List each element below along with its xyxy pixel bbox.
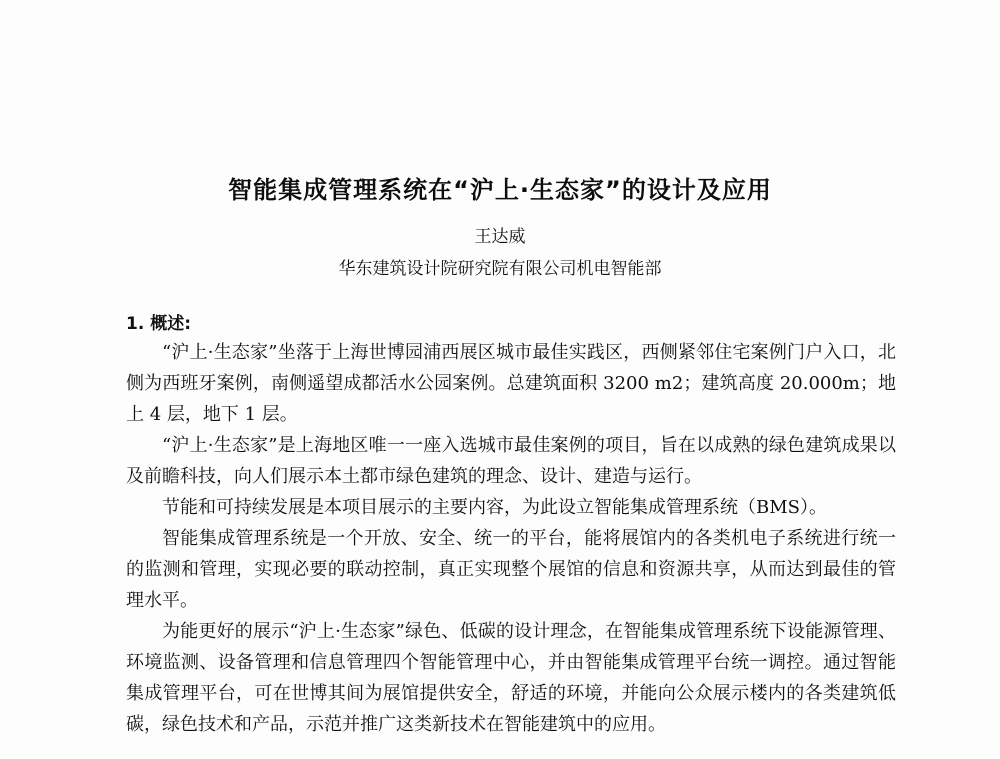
- paragraph-location: “沪上·生态家”坐落于上海世博园浦西展区城市最佳实践区，西侧紧邻住宅案例门户入口，北侧为西班牙案例，南侧遥望成都活水公园案例。总建筑面积 3200 m2；建筑高度 20.000m；地上 4 层，地下 1 层。: [126, 342, 896, 425]
- section-body: [126, 337, 896, 740]
- paragraph-purpose: “沪上·生态家”是上海地区唯一一座入选城市最佳案例的项目，旨在以成熟的绿色建筑成果以及前瞻科技，向人们展示本土都市绿色建筑的理念、设计、建造与运行。: [126, 435, 896, 487]
- paragraph-bms-platform: 智能集成管理系统是一个开放、安全、统一的平台，能将展馆内的各类机电子系统进行统一的监测和管理，实现必要的联动控制，真正实现整个展馆的信息和资源共享，从而达到最佳的管理水平。: [126, 528, 896, 611]
- paper-author: 王达威: [474, 227, 526, 247]
- paper-affiliation: 华东建筑设计院研究院有限公司机电智能部: [338, 259, 662, 279]
- paper-title: 智能集成管理系统在“沪上·生态家”的设计及应用: [228, 176, 772, 204]
- section-heading: 1. 概述:: [126, 314, 192, 334]
- paragraph-management-centers: 为能更好的展示“沪上·生态家”绿色、低碳的设计理念，在智能集成管理系统下设能源管理、环境监测、设备管理和信息管理四个智能管理中心，并由智能集成管理平台统一调控。通过智能集成管理平台，可在世博其间为展馆提供安全，舒适的环境，并能向公众展示楼内的各类建筑低碳，绿色技术和产品，示范并推广这类新技术在智能建筑中的应用。: [126, 621, 896, 735]
- paragraph-bms-intro: 节能和可持续发展是本项目展示的主要内容，为此设立智能集成管理系统（BMS）。: [162, 497, 827, 518]
